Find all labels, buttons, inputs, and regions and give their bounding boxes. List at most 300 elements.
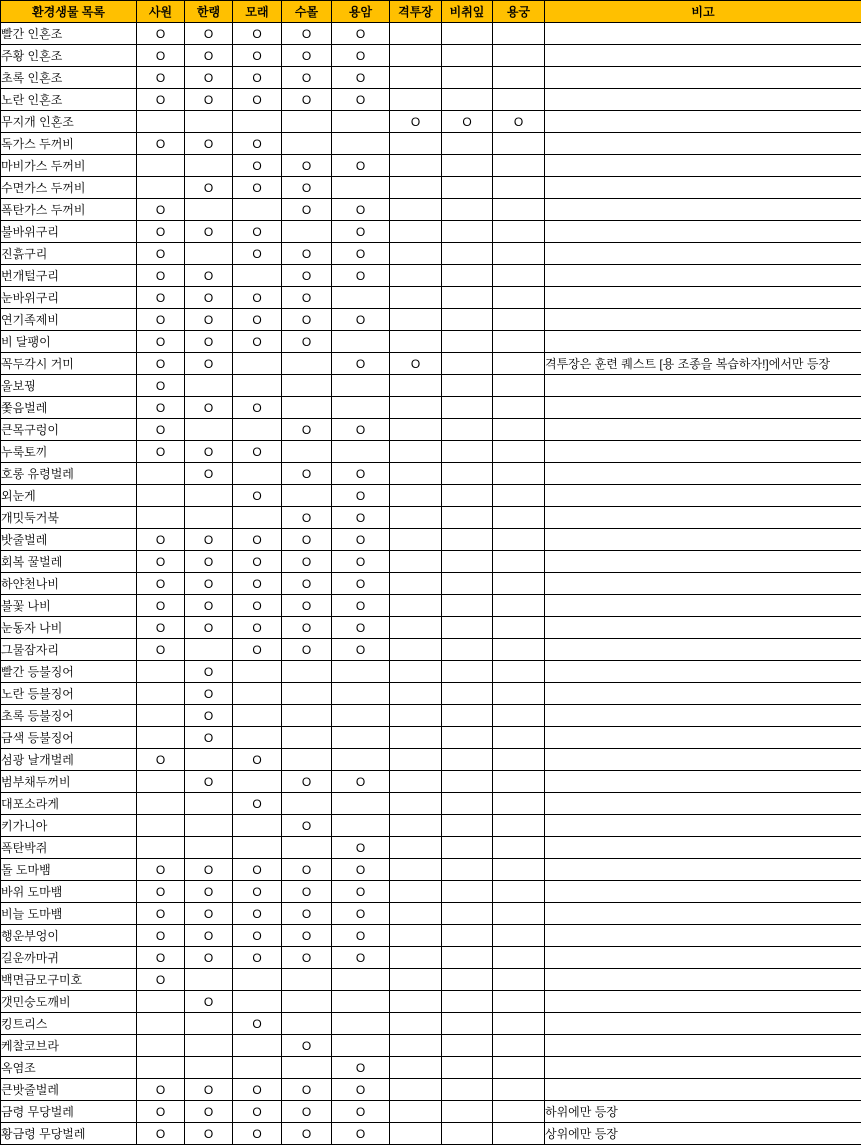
creature-name-cell: 번개털구리 (1, 265, 137, 287)
habitat-mark-cell (332, 133, 390, 155)
habitat-mark-cell (442, 309, 493, 331)
habitat-mark-cell (493, 155, 545, 177)
habitat-mark-cell (493, 199, 545, 221)
habitat-mark-cell: O (332, 507, 390, 529)
table-row (1, 925, 861, 947)
habitat-mark-cell (493, 573, 545, 595)
note-cell (545, 793, 861, 815)
habitat-mark-cell: O (137, 1101, 185, 1123)
note-cell (545, 771, 861, 793)
habitat-mark-cell (137, 793, 185, 815)
habitat-mark-cell (442, 287, 493, 309)
note-cell (545, 639, 861, 661)
habitat-mark-cell (493, 705, 545, 727)
habitat-mark-cell (442, 1035, 493, 1057)
habitat-mark-cell: O (233, 309, 282, 331)
habitat-mark-cell: O (282, 155, 332, 177)
habitat-mark-cell: O (137, 309, 185, 331)
habitat-mark-cell: O (185, 925, 233, 947)
creature-name-cell: 무지개 인혼조 (1, 111, 137, 133)
table-row (1, 551, 861, 573)
habitat-mark-cell (493, 463, 545, 485)
habitat-mark-cell: O (282, 199, 332, 221)
header-location-1: 한랭 (185, 1, 233, 23)
habitat-mark-cell (332, 793, 390, 815)
habitat-mark-cell (442, 133, 493, 155)
habitat-mark-cell: O (137, 881, 185, 903)
habitat-mark-cell: O (233, 881, 282, 903)
habitat-mark-cell (493, 793, 545, 815)
habitat-mark-cell: O (233, 177, 282, 199)
habitat-mark-cell: O (137, 1079, 185, 1101)
habitat-mark-cell (282, 485, 332, 507)
note-cell (545, 133, 861, 155)
table-row (1, 111, 861, 133)
table-row (1, 331, 861, 353)
habitat-mark-cell: O (332, 903, 390, 925)
habitat-mark-cell: O (137, 243, 185, 265)
header-creature-list: 환경생물 목록 (1, 1, 137, 23)
habitat-mark-cell (493, 903, 545, 925)
habitat-mark-cell: O (332, 243, 390, 265)
habitat-mark-cell: O (137, 969, 185, 991)
habitat-mark-cell (233, 507, 282, 529)
creature-name-cell: 주황 인혼조 (1, 45, 137, 67)
habitat-mark-cell: O (185, 947, 233, 969)
note-cell (545, 177, 861, 199)
note-cell (545, 1035, 861, 1057)
habitat-mark-cell: O (282, 903, 332, 925)
habitat-mark-cell (390, 155, 442, 177)
habitat-mark-cell: O (137, 133, 185, 155)
note-cell (545, 551, 861, 573)
habitat-mark-cell (493, 969, 545, 991)
table-row (1, 441, 861, 463)
habitat-mark-cell: O (233, 243, 282, 265)
habitat-mark-cell (390, 639, 442, 661)
note-cell (545, 419, 861, 441)
habitat-mark-cell (332, 1035, 390, 1057)
table-row (1, 353, 861, 375)
habitat-mark-cell: O (332, 221, 390, 243)
habitat-mark-cell: O (137, 573, 185, 595)
habitat-mark-cell: O (282, 573, 332, 595)
habitat-mark-cell (137, 111, 185, 133)
habitat-mark-cell (493, 661, 545, 683)
habitat-mark-cell: O (233, 23, 282, 45)
habitat-mark-cell: O (332, 1101, 390, 1123)
habitat-mark-cell (282, 111, 332, 133)
habitat-mark-cell (137, 991, 185, 1013)
habitat-mark-cell (390, 177, 442, 199)
table-row (1, 1057, 861, 1079)
habitat-mark-cell (493, 1013, 545, 1035)
table-body (1, 23, 861, 1145)
habitat-mark-cell: O (282, 859, 332, 881)
habitat-mark-cell (390, 595, 442, 617)
habitat-mark-cell (442, 45, 493, 67)
habitat-mark-cell (493, 551, 545, 573)
note-cell (545, 221, 861, 243)
habitat-mark-cell (442, 815, 493, 837)
habitat-mark-cell (282, 683, 332, 705)
habitat-mark-cell: O (233, 221, 282, 243)
table-row (1, 859, 861, 881)
habitat-mark-cell: O (332, 529, 390, 551)
habitat-mark-cell (185, 1057, 233, 1079)
note-cell (545, 243, 861, 265)
habitat-mark-cell (390, 221, 442, 243)
habitat-mark-cell: O (185, 771, 233, 793)
habitat-mark-cell (390, 1101, 442, 1123)
habitat-mark-cell (390, 947, 442, 969)
habitat-mark-cell: O (282, 67, 332, 89)
habitat-mark-cell (442, 265, 493, 287)
habitat-mark-cell (390, 441, 442, 463)
creature-name-cell: 빨간 인혼조 (1, 23, 137, 45)
creature-name-cell: 큰밧줄벌레 (1, 1079, 137, 1101)
habitat-mark-cell: O (282, 771, 332, 793)
habitat-mark-cell (442, 331, 493, 353)
header-location-3: 수몰 (282, 1, 332, 23)
creature-name-cell: 폭탄가스 두꺼비 (1, 199, 137, 221)
habitat-mark-cell (137, 771, 185, 793)
note-cell (545, 1013, 861, 1035)
habitat-mark-cell (493, 925, 545, 947)
habitat-mark-cell (390, 859, 442, 881)
table-row (1, 991, 861, 1013)
habitat-mark-cell (442, 661, 493, 683)
habitat-mark-cell (185, 815, 233, 837)
habitat-mark-cell (390, 683, 442, 705)
habitat-mark-cell (493, 947, 545, 969)
habitat-mark-cell: O (137, 947, 185, 969)
creature-name-cell: 큰목구렁이 (1, 419, 137, 441)
habitat-mark-cell: O (282, 309, 332, 331)
habitat-mark-cell (442, 1101, 493, 1123)
habitat-mark-cell (282, 1013, 332, 1035)
habitat-mark-cell (332, 815, 390, 837)
table-row (1, 507, 861, 529)
habitat-mark-cell (185, 1035, 233, 1057)
creature-name-cell: 마비가스 두꺼비 (1, 155, 137, 177)
note-cell (545, 573, 861, 595)
habitat-mark-cell: O (332, 463, 390, 485)
habitat-mark-cell (282, 1057, 332, 1079)
habitat-mark-cell (282, 133, 332, 155)
habitat-mark-cell (332, 331, 390, 353)
habitat-mark-cell: O (282, 287, 332, 309)
creature-name-cell: 하얀천나비 (1, 573, 137, 595)
table-row (1, 1123, 861, 1145)
creature-name-cell: 꼭두각시 거미 (1, 353, 137, 375)
habitat-mark-cell (442, 221, 493, 243)
habitat-mark-cell (233, 265, 282, 287)
habitat-mark-cell (233, 661, 282, 683)
table-row (1, 881, 861, 903)
habitat-mark-cell: O (137, 859, 185, 881)
habitat-mark-cell: O (233, 551, 282, 573)
habitat-mark-cell (185, 155, 233, 177)
table-row (1, 683, 861, 705)
habitat-mark-cell: O (233, 639, 282, 661)
habitat-mark-cell: O (233, 1123, 282, 1145)
creature-name-cell: 황금령 무당벌레 (1, 1123, 137, 1145)
habitat-mark-cell: O (137, 23, 185, 45)
creature-name-cell: 눈동자 나비 (1, 617, 137, 639)
table-row (1, 639, 861, 661)
table-row (1, 177, 861, 199)
note-cell (545, 749, 861, 771)
habitat-mark-cell (442, 595, 493, 617)
habitat-mark-cell (137, 1035, 185, 1057)
habitat-mark-cell (493, 309, 545, 331)
habitat-mark-cell: O (137, 617, 185, 639)
table-row (1, 749, 861, 771)
creature-name-cell: 진흙구리 (1, 243, 137, 265)
habitat-mark-cell: O (185, 331, 233, 353)
habitat-mark-cell (185, 749, 233, 771)
habitat-mark-cell: O (332, 1123, 390, 1145)
table-row (1, 265, 861, 287)
habitat-mark-cell (442, 89, 493, 111)
creature-name-cell: 노란 인혼조 (1, 89, 137, 111)
habitat-mark-cell (390, 771, 442, 793)
habitat-mark-cell (185, 639, 233, 661)
habitat-mark-cell (233, 815, 282, 837)
habitat-mark-cell (282, 353, 332, 375)
table-row (1, 133, 861, 155)
habitat-mark-cell: O (185, 595, 233, 617)
habitat-mark-cell (442, 397, 493, 419)
habitat-mark-cell: O (282, 551, 332, 573)
habitat-mark-cell: O (233, 441, 282, 463)
habitat-mark-cell (233, 727, 282, 749)
habitat-mark-cell: O (282, 639, 332, 661)
creature-name-cell: 노란 등불징어 (1, 683, 137, 705)
note-cell (545, 1079, 861, 1101)
habitat-mark-cell: O (282, 463, 332, 485)
habitat-mark-cell (332, 111, 390, 133)
habitat-mark-cell (390, 397, 442, 419)
habitat-mark-cell: O (233, 133, 282, 155)
table-row (1, 463, 861, 485)
habitat-mark-cell (442, 925, 493, 947)
header-row (1, 1, 861, 23)
habitat-mark-cell (390, 89, 442, 111)
habitat-mark-cell (390, 617, 442, 639)
habitat-mark-cell (282, 991, 332, 1013)
note-cell (545, 837, 861, 859)
habitat-mark-cell: O (137, 441, 185, 463)
habitat-mark-cell: O (332, 1057, 390, 1079)
habitat-mark-cell (233, 111, 282, 133)
habitat-mark-cell (137, 463, 185, 485)
habitat-mark-cell (493, 837, 545, 859)
creature-name-cell: 섬광 날개벌레 (1, 749, 137, 771)
habitat-mark-cell (185, 507, 233, 529)
habitat-mark-cell (442, 881, 493, 903)
habitat-mark-cell: O (282, 529, 332, 551)
note-cell (545, 881, 861, 903)
habitat-mark-cell (390, 67, 442, 89)
habitat-mark-cell: O (332, 155, 390, 177)
habitat-mark-cell (442, 507, 493, 529)
habitat-mark-cell (442, 969, 493, 991)
habitat-mark-cell (493, 287, 545, 309)
table-row (1, 771, 861, 793)
habitat-mark-cell: O (233, 573, 282, 595)
habitat-mark-cell (442, 749, 493, 771)
habitat-mark-cell (390, 573, 442, 595)
habitat-mark-cell (137, 155, 185, 177)
habitat-mark-cell (442, 463, 493, 485)
habitat-mark-cell (282, 969, 332, 991)
creature-name-cell: 울보꿩 (1, 375, 137, 397)
table-row (1, 287, 861, 309)
habitat-mark-cell (493, 221, 545, 243)
habitat-mark-cell (233, 1057, 282, 1079)
habitat-mark-cell (493, 859, 545, 881)
habitat-mark-cell (390, 1079, 442, 1101)
habitat-mark-cell (137, 837, 185, 859)
habitat-mark-cell: O (137, 199, 185, 221)
habitat-mark-cell (442, 529, 493, 551)
habitat-mark-cell (390, 309, 442, 331)
habitat-mark-cell (233, 419, 282, 441)
habitat-mark-cell (332, 177, 390, 199)
creature-name-cell: 초록 등불징어 (1, 705, 137, 727)
habitat-mark-cell: O (233, 45, 282, 67)
habitat-mark-cell: O (332, 881, 390, 903)
habitat-mark-cell (282, 727, 332, 749)
habitat-mark-cell: O (332, 639, 390, 661)
habitat-mark-cell: O (137, 331, 185, 353)
note-cell (545, 199, 861, 221)
habitat-mark-cell: O (137, 397, 185, 419)
creature-name-cell: 비늘 도마뱀 (1, 903, 137, 925)
habitat-mark-cell: O (185, 661, 233, 683)
habitat-mark-cell (493, 639, 545, 661)
habitat-mark-cell: O (137, 551, 185, 573)
habitat-mark-cell (493, 45, 545, 67)
habitat-mark-cell (442, 485, 493, 507)
habitat-mark-cell: O (185, 177, 233, 199)
habitat-mark-cell (493, 529, 545, 551)
habitat-mark-cell (390, 749, 442, 771)
habitat-mark-cell (390, 1013, 442, 1035)
habitat-mark-cell (185, 837, 233, 859)
creature-name-cell: 폭탄박쥐 (1, 837, 137, 859)
table-row (1, 793, 861, 815)
note-cell (545, 969, 861, 991)
habitat-mark-cell: O (137, 595, 185, 617)
habitat-mark-cell: O (185, 353, 233, 375)
note-cell (545, 331, 861, 353)
creature-name-cell: 초록 인혼조 (1, 67, 137, 89)
habitat-mark-cell (493, 727, 545, 749)
table-row (1, 309, 861, 331)
habitat-mark-cell (282, 749, 332, 771)
note-cell (545, 859, 861, 881)
habitat-mark-cell: O (332, 485, 390, 507)
habitat-mark-cell (442, 617, 493, 639)
habitat-mark-cell: O (332, 947, 390, 969)
habitat-mark-cell: O (233, 529, 282, 551)
table-row (1, 23, 861, 45)
habitat-mark-cell (493, 265, 545, 287)
creature-name-cell: 행운부엉이 (1, 925, 137, 947)
habitat-mark-cell (233, 991, 282, 1013)
creature-name-cell: 범부채두꺼비 (1, 771, 137, 793)
habitat-mark-cell (493, 133, 545, 155)
habitat-mark-cell (233, 837, 282, 859)
habitat-mark-cell: O (233, 925, 282, 947)
note-cell (545, 67, 861, 89)
habitat-mark-cell (332, 749, 390, 771)
table-row (1, 815, 861, 837)
habitat-mark-cell (493, 1035, 545, 1057)
habitat-mark-cell: O (390, 353, 442, 375)
habitat-mark-cell (233, 463, 282, 485)
habitat-mark-cell (493, 397, 545, 419)
habitat-mark-cell (332, 991, 390, 1013)
habitat-mark-cell (390, 243, 442, 265)
habitat-mark-cell (390, 881, 442, 903)
header-location-7: 용궁 (493, 1, 545, 23)
habitat-mark-cell (390, 837, 442, 859)
table-row (1, 969, 861, 991)
habitat-mark-cell (493, 1057, 545, 1079)
creature-name-cell: 돌 도마뱀 (1, 859, 137, 881)
habitat-mark-cell (493, 485, 545, 507)
habitat-mark-cell (442, 23, 493, 45)
habitat-mark-cell: O (332, 859, 390, 881)
creature-name-cell: 밧줄벌레 (1, 529, 137, 551)
habitat-mark-cell (233, 683, 282, 705)
habitat-mark-cell (137, 1057, 185, 1079)
habitat-mark-cell (137, 815, 185, 837)
table-row (1, 947, 861, 969)
habitat-mark-cell: O (332, 617, 390, 639)
habitat-mark-cell: O (233, 155, 282, 177)
habitat-mark-cell: O (332, 1079, 390, 1101)
table-row (1, 705, 861, 727)
habitat-mark-cell (185, 793, 233, 815)
habitat-mark-cell (493, 419, 545, 441)
note-cell (545, 441, 861, 463)
note-cell (545, 45, 861, 67)
habitat-mark-cell (442, 1057, 493, 1079)
habitat-mark-cell (442, 991, 493, 1013)
note-cell (545, 397, 861, 419)
habitat-mark-cell (282, 221, 332, 243)
table-row (1, 573, 861, 595)
habitat-mark-cell: O (185, 551, 233, 573)
habitat-mark-cell (185, 969, 233, 991)
habitat-mark-cell (442, 573, 493, 595)
habitat-mark-cell: O (137, 89, 185, 111)
habitat-mark-cell: O (233, 287, 282, 309)
table-row (1, 45, 861, 67)
habitat-mark-cell (233, 771, 282, 793)
habitat-mark-cell (282, 375, 332, 397)
habitat-mark-cell (332, 397, 390, 419)
habitat-mark-cell (233, 353, 282, 375)
habitat-mark-cell (185, 111, 233, 133)
habitat-mark-cell: O (233, 485, 282, 507)
note-cell (545, 265, 861, 287)
